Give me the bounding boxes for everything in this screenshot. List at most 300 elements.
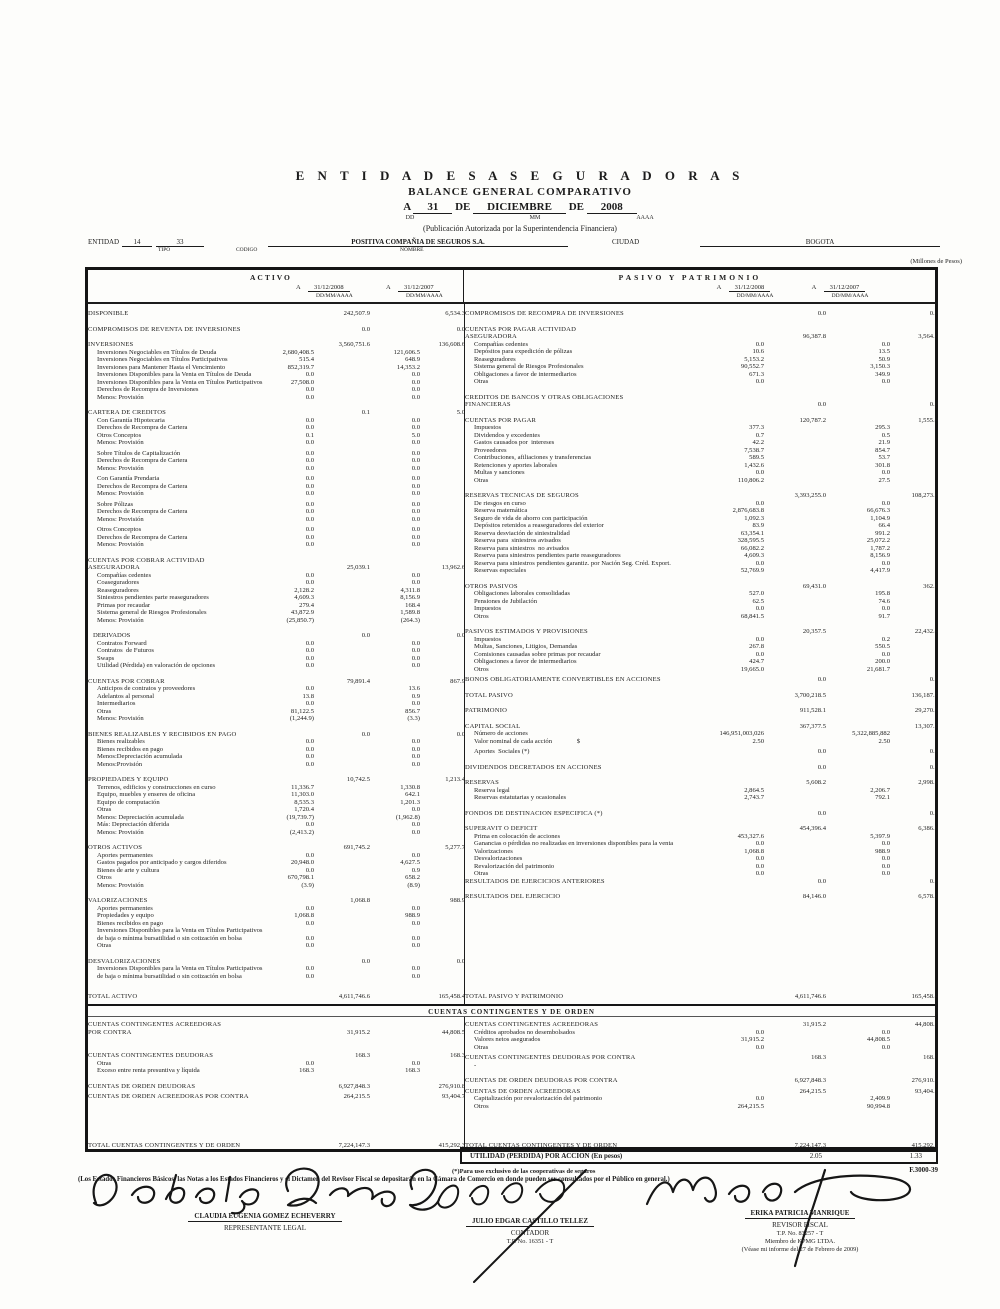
contingent-section-title: CUENTAS CONTINGENTES Y DE ORDEN: [88, 1004, 935, 1016]
row-value: [420, 417, 465, 425]
row-label: RESERVAS: [465, 779, 499, 786]
row-value: [420, 457, 465, 465]
row-value: [764, 432, 826, 440]
statement-row: [465, 530, 938, 538]
statement-row: [88, 564, 464, 572]
row-value: [252, 632, 314, 640]
row-value: [764, 439, 826, 447]
row-value: 0.0: [817, 877, 826, 885]
row-value: [370, 1093, 420, 1101]
statement-row: [88, 761, 464, 769]
date-format-hints: [290, 215, 750, 221]
row-value: [890, 863, 938, 871]
statement-row: [88, 791, 464, 799]
row-value: 68,841.5: [740, 612, 764, 620]
row-label: Inversiones Disponibles para la Venta en Títulos Participativos: [97, 927, 263, 934]
row-gap: [88, 1044, 464, 1052]
row-gap: [88, 768, 464, 776]
row-label: Obligaciones laborales consolidadas: [474, 590, 570, 597]
row-value: 0.0: [411, 942, 420, 949]
row-value: 0.0: [755, 340, 764, 348]
row-label: Derechos de Recompra de Cartera: [97, 457, 188, 464]
row-label: Otros: [474, 665, 489, 673]
row-value: 0.0: [881, 870, 890, 877]
statement-row: [88, 784, 464, 792]
row-label: Revalorización del patrimonio: [474, 862, 555, 870]
row-value: 31,915.2: [740, 1036, 764, 1043]
row-label: Reserva para siniestros pendientes garantiz. por Nación Seg. Créd. Export.: [474, 559, 671, 567]
row-value: [314, 647, 370, 655]
row-label: Reserva para siniestros pendientes parte reaseguradores: [474, 552, 621, 559]
row-value: 424.7: [749, 658, 764, 665]
row-value: [252, 1029, 314, 1037]
row-value: 3,393,255.0: [794, 492, 826, 499]
row-value: [764, 833, 826, 841]
row-value: 0.0: [305, 904, 314, 912]
row-value: [252, 927, 314, 935]
row-value: 0.0: [305, 500, 314, 508]
mm-hint: MM: [529, 215, 541, 221]
row-value: 29,270.9: [914, 707, 938, 714]
row-value: 66,082.2: [740, 544, 764, 552]
row-label: Derechos de Recompra de Cartera: [97, 482, 188, 490]
row-value: [252, 1142, 314, 1150]
signer-title: REPRESENTANTE LEGAL: [223, 1224, 307, 1232]
contingent-left-column: [88, 1017, 465, 1149]
row-gap: [88, 401, 464, 409]
row-value: [314, 746, 370, 754]
row-value: 0.0: [411, 526, 420, 533]
row-value: 0.0: [305, 919, 314, 927]
statement-row: [465, 707, 938, 715]
row-value: [420, 746, 465, 754]
row-value: [370, 927, 420, 935]
row-value: [314, 685, 370, 693]
row-value: [764, 1095, 826, 1103]
row-value: [890, 1095, 938, 1103]
row-value: [252, 1021, 314, 1029]
row-label: Anticipos de contratos y proveedores: [97, 685, 196, 692]
row-label: Menos: Provisión: [97, 515, 144, 523]
statement-row: [465, 1095, 938, 1103]
row-label: Depósitos retenidos a reaseguradores del exterior: [474, 522, 604, 529]
row-value: [420, 882, 465, 890]
row-value: 264,215.5: [737, 1102, 764, 1110]
row-gap: [465, 484, 938, 492]
row-value: [370, 844, 420, 852]
row-label: de baja o mínima bursatilidad o sin cotización en bolsa: [97, 972, 242, 980]
row-value: [674, 333, 764, 341]
row-value: [314, 973, 370, 981]
row-value: [420, 935, 465, 943]
row-value: 0.0: [881, 855, 890, 862]
row-value: [420, 579, 465, 587]
entity-name: POSITIVA COMPAÑIA DE SEGUROS S.A.: [268, 238, 568, 247]
row-value: 0.0: [755, 469, 764, 476]
row-value: 27.5: [878, 476, 890, 484]
row-value: 0.0: [411, 439, 420, 446]
row-value: [314, 662, 370, 670]
row-value: [674, 993, 764, 1001]
row-label: Menos: Provisión: [97, 393, 144, 401]
row-value: [370, 1083, 420, 1091]
row-label: Reservas estatutarias y ocasionales: [474, 794, 567, 801]
row-value: [764, 658, 826, 666]
row-value: [420, 821, 465, 829]
row-value: [890, 651, 938, 659]
row-value: [420, 640, 465, 648]
statement-row: [88, 417, 464, 425]
row-label: Menos: Provisión: [97, 828, 144, 836]
row-value: 0.0: [411, 806, 420, 813]
row-value: 867.9: [450, 677, 465, 685]
statement-row: [88, 349, 464, 357]
row-value: 8,156.9: [870, 552, 890, 559]
row-value: [314, 475, 370, 483]
row-value: 0.0: [305, 753, 314, 760]
row-value: [890, 590, 938, 598]
date-format-label: DD/MM/AAAA: [316, 293, 353, 299]
row-label: Menos: Provisión: [97, 715, 144, 722]
eps-2008-value: 2.05: [809, 1151, 822, 1160]
row-label: Proveedores: [474, 446, 507, 454]
statement-row: [88, 632, 464, 640]
row-value: [674, 676, 764, 684]
a-label: A: [716, 284, 722, 291]
row-value: 0.0: [817, 763, 826, 771]
row-value: 515.4: [299, 356, 314, 363]
row-value: [764, 454, 826, 462]
row-value: 5.0: [456, 409, 465, 416]
row-label: Otras: [474, 476, 489, 484]
row-label: Derechos de Recompra de Inversiones: [97, 386, 199, 393]
row-value: 121,606.5: [393, 348, 420, 356]
statement-row: [465, 598, 938, 606]
row-value: 42.2: [752, 439, 764, 446]
row-value: 168.3: [450, 1052, 465, 1059]
row-value: 792.1: [875, 794, 890, 801]
row-value: 44,808.5: [866, 1036, 890, 1043]
row-value: [420, 432, 465, 440]
row-value: [826, 878, 890, 886]
row-label: FINANCIERAS: [465, 401, 511, 408]
row-value: [314, 738, 370, 746]
signer-name: ERIKA PATRICIA MANRIQUE: [745, 1209, 856, 1219]
statement-row: [465, 401, 938, 409]
row-value: [314, 935, 370, 943]
row-value: 2,876,683.8: [732, 507, 764, 514]
statement-row: [88, 526, 464, 534]
row-label: Terrenos, edificios y construcciones en curso: [97, 783, 216, 791]
statement-row: [88, 557, 464, 565]
signature-block-contador: [410, 1210, 650, 1245]
row-value: 0.0: [305, 571, 314, 579]
row-value: [370, 678, 420, 686]
row-label: Derechos de Recompra de Cartera: [97, 424, 188, 431]
row-label: Adelantos al personal: [97, 692, 155, 700]
row-value: [764, 522, 826, 530]
row-value: [314, 700, 370, 708]
statement-row: [465, 326, 938, 334]
row-value: [370, 557, 420, 565]
row-value: 1,787.2: [870, 544, 890, 552]
signer-name: JULIO EDGAR CASTILLO TELLEZ: [466, 1217, 594, 1227]
row-label: Derechos de Recompra de Cartera: [97, 533, 188, 541]
statement-row: [88, 715, 464, 723]
row-value: [764, 500, 826, 508]
row-value: 0.0: [411, 828, 420, 836]
row-gap: [465, 386, 938, 394]
row-value: [826, 764, 890, 772]
row-value: 6,386.8: [918, 825, 938, 832]
row-value: 21,681.7: [866, 665, 890, 673]
row-value: [674, 825, 764, 833]
row-value: [764, 371, 826, 379]
row-label: Otras: [474, 1043, 489, 1051]
row-value: [314, 1021, 370, 1029]
row-label: CUENTAS POR COBRAR: [88, 677, 165, 685]
row-label: Impuestos: [474, 424, 502, 431]
statement-row: [465, 1036, 938, 1044]
row-gap: [465, 885, 938, 893]
row-value: 0.0: [361, 730, 370, 738]
row-value: 136,187.5: [911, 691, 938, 699]
statement-row: [88, 587, 464, 595]
row-value: [420, 942, 465, 950]
row-value: [420, 526, 465, 534]
row-value: 10,742.5: [346, 776, 370, 783]
row-value: [314, 579, 370, 587]
row-label: Aportes Sociales (*): [474, 748, 530, 755]
row-value: 7,538.7: [744, 446, 764, 454]
row-label: Bienes realizables: [97, 738, 145, 745]
row-value: 0.0: [755, 650, 764, 658]
date-day: 31: [413, 201, 452, 214]
row-value: [370, 1142, 420, 1150]
row-value: [370, 958, 420, 966]
statement-row: [88, 516, 464, 524]
row-value: [826, 583, 890, 591]
row-label: Menos: Provisión: [97, 439, 144, 446]
row-value: [826, 1021, 890, 1029]
row-label: CUENTAS DE ORDEN DEUDORAS: [88, 1082, 196, 1090]
row-value: 0.0: [305, 526, 314, 533]
statement-row: [88, 814, 464, 822]
row-label: Otros: [474, 1102, 489, 1110]
row-value: 0.0: [305, 654, 314, 662]
row-value: 1,330.8: [400, 783, 420, 791]
row-value: [314, 379, 370, 387]
row-value: [826, 492, 890, 500]
statement-row: [88, 594, 464, 602]
activo-header: [88, 270, 464, 302]
row-value: [314, 587, 370, 595]
row-value: 1,432.6: [744, 461, 764, 469]
row-label: Menos: Provisión: [97, 464, 144, 472]
row-value: 0.0: [305, 393, 314, 401]
row-value: [764, 363, 826, 371]
statement-row: [465, 462, 938, 470]
table-body: [88, 304, 938, 1004]
balance-table-frame: [85, 267, 938, 1152]
signer-report-note: (Véase mi informe del 27 de Febrero de 2009): [741, 1246, 859, 1253]
row-gap: [465, 409, 938, 417]
row-value: 991.2: [875, 529, 890, 537]
statement-row: [88, 1021, 464, 1029]
row-value: 66.4: [878, 522, 890, 529]
row-value: [314, 417, 370, 425]
row-value: [826, 1088, 890, 1096]
row-value: [420, 349, 465, 357]
row-value: [420, 708, 465, 716]
nombre-label: NOMBRE: [400, 247, 424, 253]
row-value: 0.0: [881, 1043, 890, 1051]
row-value: 988.9: [405, 912, 420, 919]
row-label: Ganancias o pérdidas no realizadas en inversiones disponibles para la venta: [474, 840, 674, 847]
row-value: 53.7: [878, 454, 890, 461]
row-value: 276,910.8: [438, 1082, 465, 1090]
row-value: 3,560,751.6: [338, 341, 370, 348]
row-label: Otras: [97, 707, 112, 715]
row-value: 91.7: [878, 612, 890, 620]
statement-row: [465, 730, 938, 738]
row-value: 0.0: [305, 851, 314, 859]
row-label: Inversiones Disponibles para la Venta en Títulos de Deuda: [97, 371, 252, 378]
row-value: [764, 590, 826, 598]
row-value: [764, 848, 826, 856]
row-value: 3,564.6: [918, 333, 938, 340]
row-value: [674, 401, 764, 409]
row-value: 1,068.8: [744, 847, 764, 855]
row-value: 0.0: [929, 809, 938, 817]
row-value: [764, 507, 826, 515]
statement-row: [88, 708, 464, 716]
row-label: Aportes permanentes: [97, 851, 153, 859]
row-label: Sistema general de Riesgos Profesionales: [97, 609, 207, 616]
row-value: 0.0: [411, 416, 420, 424]
row-value: [420, 439, 465, 447]
statement-row: [465, 424, 938, 432]
row-value: 301.8: [875, 461, 890, 469]
row-value: 93,404.7: [914, 1087, 938, 1095]
row-value: 120,787.2: [799, 416, 826, 424]
row-value: 0.0: [929, 763, 938, 771]
form-number: F.3000-39: [909, 1166, 938, 1174]
row-value: 5,322,885,882: [852, 730, 890, 737]
statement-row: [465, 1077, 938, 1085]
row-value: 0.0: [881, 559, 890, 567]
row-value: 0.0: [305, 965, 314, 972]
row-value: [314, 821, 370, 829]
row-value: (3.9): [301, 881, 314, 889]
signature-block-revisor-fiscal: [655, 1202, 945, 1253]
row-value: [314, 942, 370, 950]
entity-label: ENTIDAD: [88, 238, 120, 246]
row-label: POR CONTRA: [88, 1028, 132, 1036]
row-value: 0.0: [817, 676, 826, 683]
row-label: De riesgos en curso: [474, 499, 526, 507]
row-value: [764, 643, 826, 651]
row-value: 20,948.0: [290, 859, 314, 866]
row-gap: [88, 624, 464, 632]
activo-column: [88, 304, 465, 1004]
row-gap: [465, 756, 938, 764]
row-value: 2,998.8: [918, 779, 938, 786]
row-value: 2.50: [752, 737, 764, 745]
contingent-body: [88, 1016, 938, 1149]
row-value: 0.0: [881, 378, 890, 385]
statement-row: [88, 341, 464, 349]
row-value: [826, 1054, 890, 1062]
row-value: [252, 1093, 314, 1101]
row-value: 6,927,848.3: [794, 1077, 826, 1084]
statement-row: [465, 810, 938, 818]
codigo-label: CODIGO: [236, 247, 258, 253]
row-value: [890, 613, 938, 621]
row-label: Menos: Provisión: [97, 616, 144, 624]
row-value: 0.0: [305, 934, 314, 942]
date-de2: DE: [568, 201, 584, 213]
row-value: [252, 731, 314, 739]
document-subtitle: BALANCE GENERAL COMPARATIVO: [408, 186, 632, 198]
row-value: [890, 507, 938, 515]
row-value: [314, 640, 370, 648]
row-value: [826, 310, 890, 318]
row-value: 0.0: [881, 340, 890, 348]
row-value: 200.0: [875, 658, 890, 665]
row-value: [764, 424, 826, 432]
row-label: Desvalorizaciones: [474, 855, 523, 862]
row-value: 27,508.0: [290, 378, 314, 386]
row-value: 22,432.4: [914, 628, 938, 635]
row-label: Depósitos para expedición de pólizas: [474, 348, 573, 355]
document-heading: [290, 168, 750, 233]
row-label: Dividendos y excedentes: [474, 431, 540, 439]
row-value: 0.0: [411, 760, 420, 768]
row-value: 10.6: [752, 348, 764, 355]
row-value: 0.0: [411, 745, 420, 753]
row-value: 11,303.0: [291, 791, 314, 798]
row-value: [890, 341, 938, 349]
row-label: Reaseguradores: [474, 355, 516, 363]
row-label: Reserva para siniestros avisados: [474, 537, 561, 544]
row-value: [890, 545, 938, 553]
statement-row: [465, 855, 938, 863]
row-value: [370, 310, 420, 318]
col-2008-label: 31/12/2008: [308, 284, 350, 292]
statement-row: [88, 450, 464, 458]
row-value: 0.0: [305, 482, 314, 490]
statement-row: [88, 993, 464, 1001]
row-value: 1,589.8: [400, 609, 420, 616]
row-value: [252, 993, 314, 1001]
row-value: [420, 806, 465, 814]
row-label: RESERVAS TECNICAS DE SEGUROS: [465, 492, 579, 499]
row-value: 0.0: [755, 855, 764, 862]
row-value: [420, 617, 465, 625]
row-value: [826, 326, 890, 334]
row-value: [890, 522, 938, 530]
statement-row: [465, 583, 938, 591]
statement-row: [465, 692, 938, 700]
row-value: 79,891.4: [346, 677, 370, 685]
row-label: Reaseguradores: [97, 586, 139, 594]
row-value: 66,676.3: [866, 507, 890, 514]
row-value: [420, 965, 465, 973]
row-value: [314, 784, 370, 792]
row-label: Con Garantía Prendaria: [97, 475, 160, 482]
row-value: 856.7: [405, 707, 420, 715]
